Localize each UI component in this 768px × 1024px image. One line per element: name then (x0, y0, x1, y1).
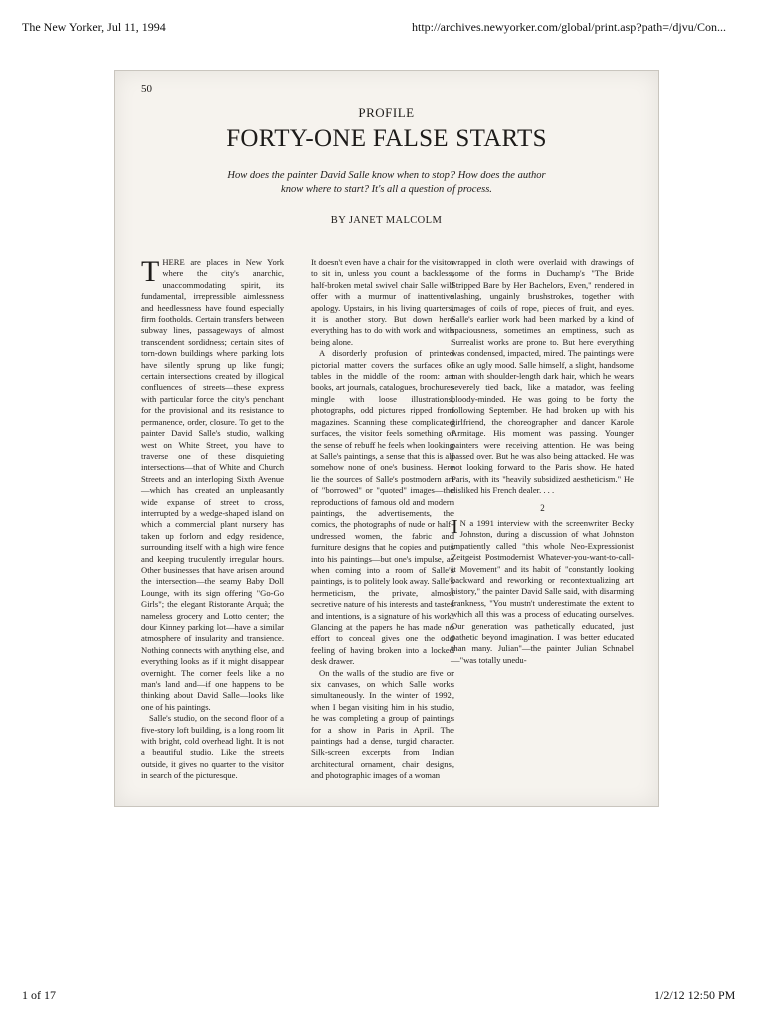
document-url: http://archives.newyorker.com/global/print.asp?path=/djvu/Con... (412, 20, 727, 34)
column-3-paragraph-2 (451, 515, 634, 666)
document-title: The New Yorker, Jul 11, 1994 (22, 20, 166, 34)
drop-cap: I (451, 515, 458, 538)
column-2-paragraph-1: It doesn't even have a chair for the visitor to sit in, unless you count a backless, half-broken metal swivel chair Salle will offer with a murmur of inattentive apology. Upstairs, in his living quarters, it is another story. But down here everything has to do with work and with being alone. (311, 257, 454, 347)
article-column-3 (451, 257, 634, 666)
print-timestamp: 1/2/12 12:50 PM (654, 988, 736, 1002)
section-number: 2 (540, 502, 545, 513)
column-3-paragraph-1: wrapped in cloth were overlaid with drawings of some of the forms in Duchamp's "The Bride Stripped Bare by Her Bachelors, Even," rendered in slashing, ungainly brushstrokes, together with images of coils of rope, pieces of fruit, and eyes. Salle's earlier work had been marked by a kind of spaciousness, sometimes an emptiness, such as Surrealist works are prone to. But here everything was condensed, impacted, mired. The paintings were like an ugly mood. Salle himself, a slight, handsome man with shoulder-length dark hair, which he wears severely tied back, like a matador, was feeling bloody-minded. He was going to be forty the following September. He had broken up with his girlfriend, the choreographer and dancer Karole Armitage. His moment was passing. Younger painters were receiving attention. He was being passed over. But he was also being attacked. He was not looking forward to the Paris show. He hated Paris, with its "heavily subsidized aestheticism." He disliked his French dealer. . . . (451, 257, 634, 496)
magazine-page-number: 50 (141, 83, 152, 95)
article-dek: How does the painter David Salle know when to stop? How does the author know where to start? It's all a question of process. (227, 170, 546, 195)
magazine-page-scan (114, 70, 659, 807)
column-2-paragraph-3: On the walls of the studio are five or six canvases, on which Salle works simultaneously. In the winter of 1992, when I began visiting him in his studio, he was completing a group of paintings for a show in Paris in April. The paintings had a dense, turgid character. Silk-screen excerpts from Indian architectural ornament, chair designs, and photographic images of a woman (311, 667, 454, 781)
column-1-paragraph-1 (141, 257, 284, 713)
article-column-1 (141, 257, 284, 782)
drop-cap: T (141, 255, 160, 288)
column-2-paragraph-2: A disorderly profusion of printed pictorial matter covers the surfaces of tables in the middle of the room: art books, art journals, catalogues, brochures mingle with loose illustrations, photographs, odd pictures ripped from magazines. Scanning these complicated surfaces, the visitor feels something of the sense of rebuff he feels when looking at Salle's paintings, a sense that this is all somehow none of one's business. Here lie the sources of Salle's postmodern art of "borrowed" or "quoted" images—the reproductions of famous old and modern paintings, the advertisements, the comics, the photographs of nude or half-undressed women, the fabric and furniture designs that he copies and puts into his paintings—but one's impulse, as when coming into a room of Salle's paintings, is to politely look away. Salle's hermeticism, the private, almost secretive nature of his interests and tastes and intentions, is a signature of his work. Glancing at the papers he has made no effort to conceal gives one the odd feeling of having broken into a locked desk drawer. (311, 348, 454, 667)
article-byline: BY JANET MALCOLM (330, 215, 443, 226)
paragraph-text: N a 1991 interview with the screenwriter Becky Johnston, during a discussion of what Johnston impatiently called "this whole Neo-Expressionist Zeitgeist Postmodernist Whatever-you-want-to-call-it Movement" and its habit of "constantly looking backward and reworking or recontextualizing art history," the painter David Salle said, with disarming frankness, "You mustn't underestimate the extent to which all this was a process of educating ourselves. Our generation was pathetically educated, just pathetic beyond imagination. I was better educated than many. Julian"—the painter Julian Schnabel—"was totally unedu- (451, 517, 634, 665)
article-headline: FORTY-ONE FALSE STARTS (226, 125, 547, 152)
section-label: PROFILE (358, 105, 415, 120)
paragraph-text: HERE are places in New York where the city's anarchic, unaccommodating spirit, its fundamental, irrepressible aimlessness and heedlessness have found especially firm footholds. Certain transfers between subway lines, passageways of almost transcendent sordidness; certain sites of torn-down buildings where parking lots have silently sprung up like fungi; certain intersections created by illogical confluences of streets—these express with particular force the city's penchant for the provisional and its resistance to permanence, order, closure. To get to the painter David Salle's studio, walking west on White Street, you have to traverse one of these disquieting intersections—that of White and Church Streets and an interloping Sixth Avenue—which has created an unpleasantly wide expanse of street to cross, interrupted by a wedge-shaped island on which a commercial plant nursery has taken up forlorn and edgy residence, surrounding itself with a high wire fence and keeping truculently irregular hours. Other businesses that have arisen around the intersection—the seamy Baby Doll Lounge, with its sign offering "Go-Go Girls"; the elegant Ristorante Arquà; the nameless grocery and Lotto center; the dour Kinney parking lot—have a similar atmosphere of insularity and transience. Nothing connects with anything else, and everything looks as if it might disappear overnight. The corner feels like a no man's land and—if one happens to be thinking about David Salle—looks like one of his paintings. (141, 257, 284, 712)
article-column-2 (311, 257, 454, 782)
column-1-paragraph-2: Salle's studio, on the second floor of a five-story loft building, is a long room lit with bright, cold overhead light. It is not a beautiful studio. Like the streets outside, it gives no quarter to the visitor in search of the picturesque. (141, 713, 284, 781)
page-count: 1 of 17 (22, 988, 56, 1002)
